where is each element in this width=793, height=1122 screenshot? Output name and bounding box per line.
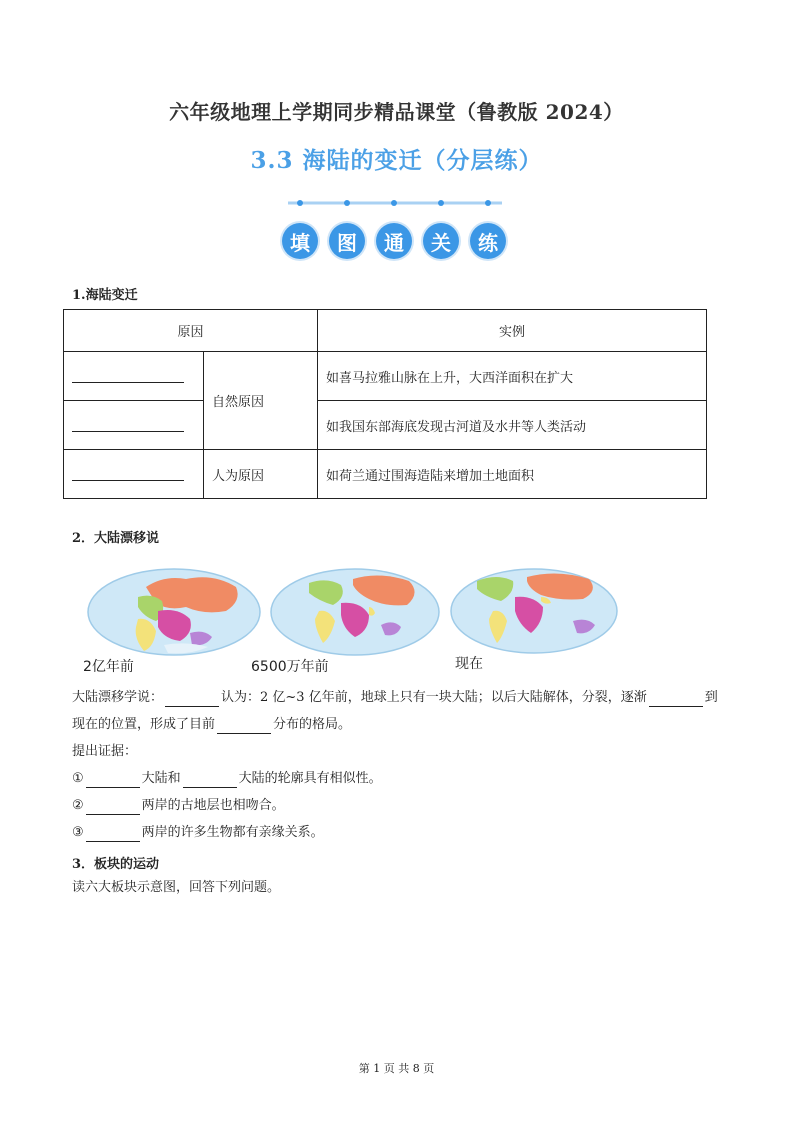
map-200-million-years-ago [86,567,262,657]
evidence-3 [72,824,324,842]
example-cell-2: 如我国东部海底发现古河道及水井等人类活动 [318,401,707,450]
evidence-1 [72,770,382,788]
blank-distribution[interactable] [217,719,271,734]
section3-intro: 读六大板块示意图，回答下列问题。 [72,880,281,895]
table-header-example: 实例 [318,310,707,352]
badge-practice: 练 [470,223,506,259]
evidence-3-text: 两岸的许多生物都有亲缘关系。 [141,825,324,840]
decorative-dot-line [288,199,502,207]
evidence-2-text: 两岸的古地层也相吻合。 [141,798,285,813]
evidence-1-text-a: 大陆和 [141,771,181,786]
course-title: 六年级地理上学期同步精品课堂（鲁教版 2024） [169,100,624,124]
badge-level: 关 [423,223,459,259]
section1-heading: 1.海陆变迁 [72,288,138,303]
drift-theory-line1 [72,689,718,707]
evidence-2 [72,797,285,815]
blank-drift-verb[interactable] [649,692,703,707]
answer-blank-1[interactable] [64,352,204,401]
answer-blank-3[interactable] [64,450,204,499]
example-cell-3: 如荷兰通过围海造陆来增加土地面积 [318,450,707,499]
evidence-1-text-b: 大陆的轮廓具有相似性。 [238,771,382,786]
map-65-million-years-ago [269,567,441,657]
map-label-200m: 2亿年前 [83,659,134,675]
section2-heading: 2．大陆漂移说 [72,531,160,546]
blank-continent-2[interactable] [183,773,237,788]
section3-heading: 3．板块的运动 [72,857,160,872]
blank-ocean-2[interactable] [86,827,140,842]
natural-reason-label: 自然原因 [204,352,318,450]
drift-text-2b: 分布的格局。 [273,717,352,732]
badge-pass: 通 [376,223,412,259]
blank-ocean-1[interactable] [86,800,140,815]
map-present-day [449,567,619,655]
page-number: 第 1 页 共 8 页 [358,1062,435,1075]
drift-text-1b: 认为：2 亿~3 亿年前，地球上只有一块大陆；以后大陆解体，分裂，逐渐 [221,690,647,705]
evidence-title: 提出证据： [72,744,138,759]
evidence-2-num: ② [72,798,84,813]
answer-blank-2[interactable] [64,401,204,450]
human-reason-label: 人为原因 [204,450,318,499]
drift-text-1a: 大陆漂移学说： [72,690,164,705]
evidence-1-num: ① [72,771,84,786]
drift-theory-line2 [72,716,351,734]
drift-text-1c: 到 [704,690,718,705]
lesson-title: 3.3 海陆的变迁（分层练） [250,147,543,174]
drift-text-2a: 现在的位置，形成了目前 [72,717,216,732]
table-header-reason: 原因 [64,310,318,352]
badge-map: 图 [329,223,365,259]
evidence-3-num: ③ [72,825,84,840]
example-cell-1: 如喜马拉雅山脉在上升，大西洋面积在扩大 [318,352,707,401]
map-label-present: 现在 [455,656,483,672]
land-sea-change-table [63,309,707,499]
blank-continent-1[interactable] [86,773,140,788]
badge-fill: 填 [282,223,318,259]
blank-theory-name[interactable] [165,692,219,707]
map-label-65m: 6500万年前 [251,659,329,675]
